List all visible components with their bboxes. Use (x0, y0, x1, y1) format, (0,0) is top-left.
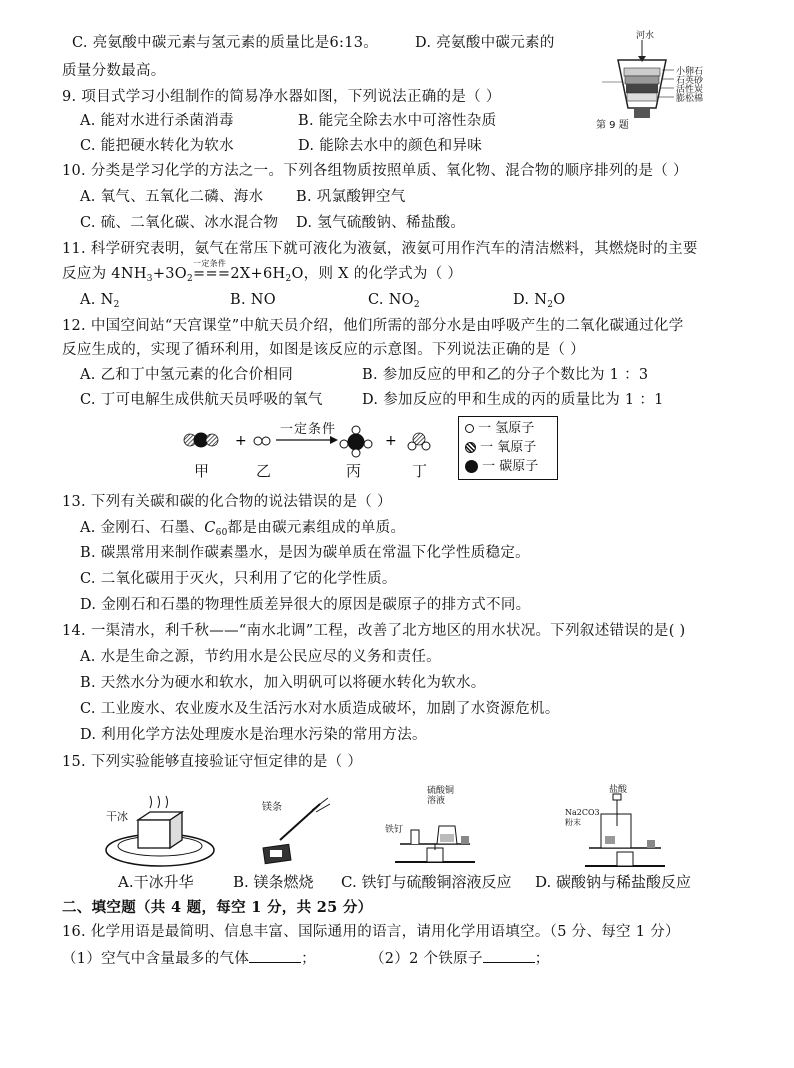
legend-hydrogen: 一 氢原子 (465, 419, 534, 438)
q9-fig-caption: 第 9 题 (596, 120, 629, 131)
q11-condition: 一定条件 (193, 259, 227, 268)
q12-option-b: B. 参加反应的甲和乙的分子个数比为 1 ：3 (362, 367, 649, 383)
q15-caption-b: B. 镁条燃烧 (233, 873, 314, 891)
q9-option-b: B. 能完全除去水中可溶性杂质 (298, 113, 497, 129)
q9-label-river: 河水 (636, 31, 655, 41)
q12-stem-cont: 反应生成的，实现了循环利用，如图是该反应的示意图。下列说法正确的是（ ） (62, 342, 585, 358)
q15-figure-dry-ice (100, 790, 220, 875)
q15-figure-magnesium (250, 790, 340, 875)
q15-caption-c: C. 铁钉与硫酸铜溶液反应 (341, 873, 512, 891)
q12-option-a: A. 乙和丁中氢元素的化合价相同 (80, 367, 293, 383)
q10-stem: 10. 分类是学习化学的方法之一。下列各组物质按照单质、氧化物、混合物的顺序排列的是（ ） (62, 163, 688, 179)
q9-label-carbon: 活性炭 (676, 85, 704, 95)
q15-label-magnesium: 镁条 (262, 802, 282, 813)
q12-stem: 12. 中国空间站“天宫课堂”中航天员介绍，他们所需的部分水是由呼吸产生的二氧化碳通过化学 (62, 318, 684, 334)
q12-option-c: C. 丁可电解生成供航天员呼吸的氧气 (80, 392, 323, 408)
q11-stem: 11. 科学研究表明，氨气在常压下就可液化为液氨，液氨可用作汽车的清洁燃料，其燃烧时的主要 (62, 241, 698, 257)
q11-option-d: D. $N_2O$ (513, 292, 566, 310)
carbon-atom-icon (465, 460, 478, 473)
q9-option-a: A. 能对水进行杀菌消毒 (80, 113, 234, 129)
q10-option-d: D. 氢气硫酸钠、稀盐酸。 (296, 215, 466, 231)
q15-label-nail: 铁钉 (385, 825, 404, 835)
q15-label-dry-ice: 干冰 (106, 810, 128, 823)
q13-stem: 13. 下列有关碳和碳的化合物的说法错误的是（ ） (62, 494, 392, 510)
q14-option-d: D. 利用化学方法处理废水是治理水污染的常用方法。 (80, 727, 427, 743)
section-2-title: 二、填空题（共 4 题，每空 1 分，共 25 分） (62, 899, 373, 916)
svg-text:+: + (385, 433, 397, 449)
q8-option-d: D. 亮氨酸中碳元素的 (415, 35, 555, 51)
q16-blank-2[interactable] (483, 948, 535, 963)
q12-name-bing: 丙 (346, 462, 362, 480)
q9-filter-figure (596, 30, 706, 135)
q14-option-b: B. 天然水分为硬水和软水，加入明矾可以将硬水转化为软水。 (80, 675, 486, 691)
q10-option-b: B. 巩氯酸钾空气 (296, 189, 406, 205)
q9-option-c: C. 能把硬水转化为软水 (80, 138, 234, 154)
hydrogen-atom-icon (465, 424, 474, 433)
legend-carbon: 一 碳原子 (465, 457, 538, 476)
q15-caption-d: D. 碳酸钠与稀盐酸反应 (535, 873, 692, 891)
q16-part-2: （2）2 个铁原子 ； (370, 948, 550, 969)
q12-reaction-diagram (180, 418, 560, 480)
q11-option-c: C. $NO_2$ (368, 292, 420, 310)
q10-option-a: A. 氧气、五氧化二磷、海水 (80, 189, 264, 205)
q13-option-c: C. 二氧化碳用于灭火，只利用了它的化学性质。 (80, 571, 397, 587)
q12-name-yi: 乙 (256, 462, 272, 480)
q14-option-c: C. 工业废水、农业废水及生活污水对水质造成破坏，加剧了水资源危机。 (80, 701, 560, 717)
svg-text:+: + (235, 433, 247, 449)
q9-stem: 9. 项目式学习小组制作的简易净水器如图，下列说法正确的是（ ） (62, 89, 501, 105)
q16-blank-1[interactable] (249, 948, 301, 963)
q15-label-cuso4: 硫酸铜 溶液 (427, 786, 455, 806)
q15-stem: 15. 下列实验能够直接验证守恒定律的是（ ） (62, 754, 363, 770)
q12-condition: 一定条件 (280, 422, 337, 437)
q15-figure-iron-copper (385, 788, 485, 878)
q15-label-na2co3: Na2CO3 粉末 (565, 808, 600, 827)
q9-option-d: D. 能除去水中的颜色和异味 (298, 138, 483, 154)
q16-part-1: （1）空气中含量最多的气体 ； (62, 948, 316, 969)
q8-option-d-cont: 质量分数最高。 (62, 63, 166, 79)
q14-stem: 14. 一渠清水，利千秋——“南水北调”工程，改善了北方地区的用水状况。下列叙述错误的是( ) (62, 623, 686, 639)
q9-label-sand: 石英砂 (676, 76, 704, 86)
q9-label-cotton: 膨松棉 (676, 94, 704, 104)
q10-option-c: C. 硫、二氧化碳、冰水混合物 (80, 215, 279, 231)
q13-option-d: D. 金刚石和石墨的物理性质差异很大的原因是碳原子的排方式不同。 (80, 597, 531, 613)
q12-name-ding: 丁 (412, 462, 428, 480)
q15-caption-a: A.干冰升华 (118, 873, 194, 891)
legend-oxygen: 一 氧原子 (465, 438, 536, 457)
q11-option-a: A. $N_2$ (80, 292, 120, 310)
q15-figure-sodium-carbonate (565, 786, 685, 878)
q11-equation: 反应为 $4NH_3+3O_2$ 一定条件 $===2X+6H_2O$，则 X 的化学式为（ ） (62, 264, 462, 289)
q12-option-d: D. 参加反应的甲和生成的丙的质量比为 1 ：1 (362, 392, 664, 408)
oxygen-atom-icon (465, 442, 476, 453)
q14-option-a: A. 水是生命之源，节约用水是公民应尽的义务和责任。 (80, 649, 441, 665)
q11-option-b: B. NO (230, 292, 276, 308)
q12-name-jia: 甲 (194, 462, 210, 480)
q8-option-c: C. 亮氨酸中碳元素与氢元素的质量比是6:13。 (72, 35, 379, 51)
q15-label-hcl: 盐酸 (609, 785, 628, 795)
q13-option-a: A. 金刚石、石墨、$C_{60}$都是由碳元素组成的单质。 (80, 520, 406, 538)
q16-stem: 16. 化学用语是最简明、信息丰富、国际通用的语言，请用化学用语填空。（5 分、每空 1 分） (62, 924, 680, 940)
q13-option-b: B. 碳黑常用来制作碳素墨水，是因为碳单质在常温下化学性质稳定。 (80, 545, 530, 561)
q9-label-pebble: 小卵石 (676, 67, 704, 77)
q12-legend (458, 416, 558, 480)
